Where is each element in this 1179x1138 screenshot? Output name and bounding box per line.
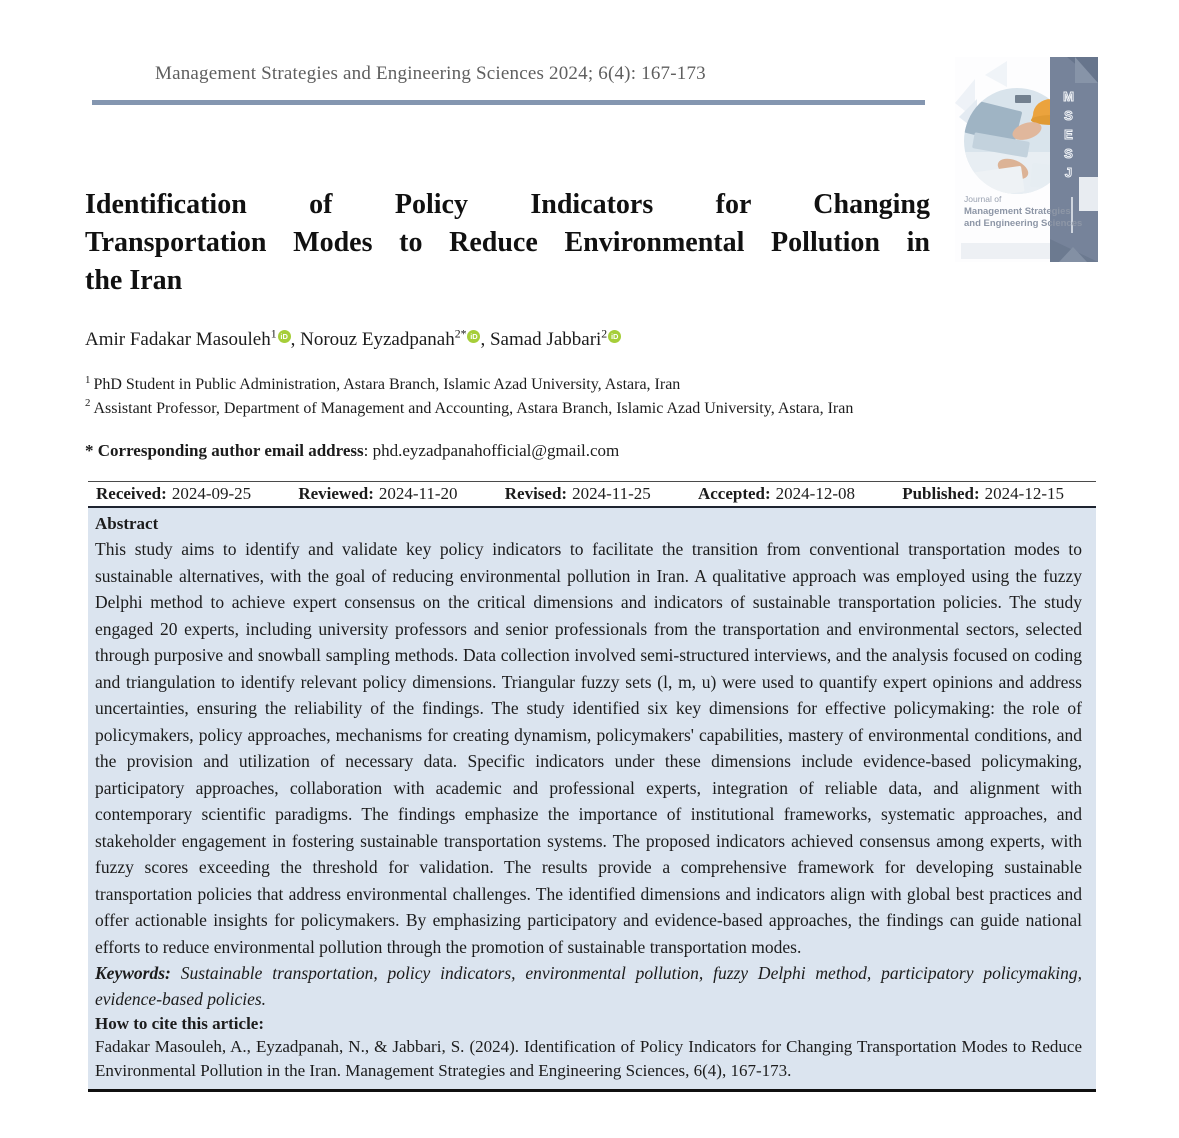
author-name: Samad Jabbari [489,329,602,350]
corresponding-separator: : [363,441,369,460]
citation-text: Fadakar Masouleh, A., Eyzadpanah, N., & Jabbari, S. (2024). Identification of Policy Indicators for Changing Transportation Modes to Reduce Environmental Pollution in the Iran. Management Strategies and Engineering Sciences, 6(4), 167-173. [95,1037,1082,1080]
abstract-body: This study aims to identify and validate key policy indicators to facilitate the transition from conventional transportation modes to sustainable alternatives, with the goal of reducing environmental pollution in Iran. A qualitative approach was employed using the fuzzy Delphi method to achieve expert consensus on the critical dimensions and indicators of sustainable transportation policies. The study engaged 20 experts, including university professors and senior professionals from the transportation and environmental sectors, selected through purposive and snowball sampling methods. Data collection involved semi-structured interviews, and the analysis focused on coding and triangulation to identify relevant policy dimensions. Triangular fuzzy sets (l, m, u) were used to quantify expert opinions and address uncertainties, ensuring the reliability of the findings. The study identified six key dimensions for effective policymaking: the role of policymakers, policy approaches, mechanisms for creating dynamism, policymakers' capabilities, mastery of environmental conditions, and the provision and utilization of necessary data. Specific indicators under these dimensions include evidence-based policymaking, participatory approaches, collaboration with academic and professional experts, integration of reliable data, and alignment with contemporary scientific paradigms. The findings emphasize the importance of institutional frameworks, systematic approaches, and stakeholder engagement in fostering sustainable transportation systems. The proposed indicators achieved consensus among experts, with fuzzy scores exceeding the threshold for validation. The results provide a comprehensive framework for developing sustainable transportation policies that address environmental challenges. The identified dimensions and indicators align with global best practices and offer actionable insights for policymakers. By emphasizing participatory and evidence-based approaches, the findings can guide national efforts to reduce environmental pollution through the promotion of sustainable transportation modes. [95,539,1082,957]
header-rule [92,100,925,105]
logo-name-line2: and Engineering Sciences [964,217,1083,229]
journal-cover-logo [955,57,1098,262]
affiliation-sup: 1 [85,373,91,386]
abstract-heading: Abstract [95,514,159,533]
affiliation-line [85,373,853,397]
date-reviewed: Reviewed: 2024-11-20 [298,484,458,503]
abstract-section [88,508,1096,1092]
logo-name-line1: Management Strategies [964,206,1071,217]
author-affil-sup: 1 [270,327,277,341]
affiliation-text: Assistant Professor, Department of Management and Accounting, Astara Branch, Islamic Azad University, Astara, Iran [93,399,854,417]
author-separator: , [480,329,490,350]
orcid-icon[interactable]: iD [467,330,480,343]
cite-label: How to cite this article: [95,1014,264,1033]
affiliation-text: PhD Student in Public Administration, Astara Branch, Islamic Azad University, Astara, Iran [93,376,681,393]
journal-header-line: Management Strategies and Engineering Sciences 2024; 6(4): 167-173 [155,63,706,84]
logo-caption [964,194,1082,229]
date-revised: Revised: 2024-11-25 [504,484,651,503]
article-title [85,186,930,300]
corresponding-label: * Corresponding author email address [85,441,364,460]
keywords-label: Keywords: [95,963,171,983]
authors-line [85,329,621,351]
corresponding-email: phd.eyzadpanahofficial@gmail.com [372,441,620,460]
author-affil-sup: 2* [454,327,467,341]
date-published: Published: 2024-12-15 [902,484,1064,503]
msesj-acronym: MSESJ [1061,89,1076,184]
affiliations [85,373,853,420]
date-received: Received: 2024-09-25 [96,484,252,503]
orcid-icon[interactable]: iD [278,330,291,343]
affiliation-sup: 2 [85,397,91,410]
title-line: the Iran [85,265,183,296]
corresponding-author-line [85,441,619,461]
author-name: Norouz Eyzadpanah [300,329,455,350]
author-affil-sup: 2 [601,327,608,341]
article-info-box [88,481,1096,1092]
logo-journal-of: Journal of [964,194,1002,204]
title-line: Identification of Policy Indicators for Changing [85,189,930,220]
author-name: Amir Fadakar Masouleh [85,329,271,350]
title-line: Transportation Modes to Reduce Environmental Pollution in [85,227,930,258]
orcid-icon[interactable]: iD [608,330,621,343]
date-accepted: Accepted: 2024-12-08 [697,484,855,503]
author-separator: , [290,329,301,350]
dates-row [88,482,1096,508]
affiliation-line [85,397,853,421]
keywords-line [95,960,1082,1012]
keywords-text: Sustainable transportation, policy indicators, environmental pollution, fuzzy Delphi method, participatory policymaking, evidence-based policies. [95,963,1083,1009]
cover-photo-illustration [955,57,1098,262]
